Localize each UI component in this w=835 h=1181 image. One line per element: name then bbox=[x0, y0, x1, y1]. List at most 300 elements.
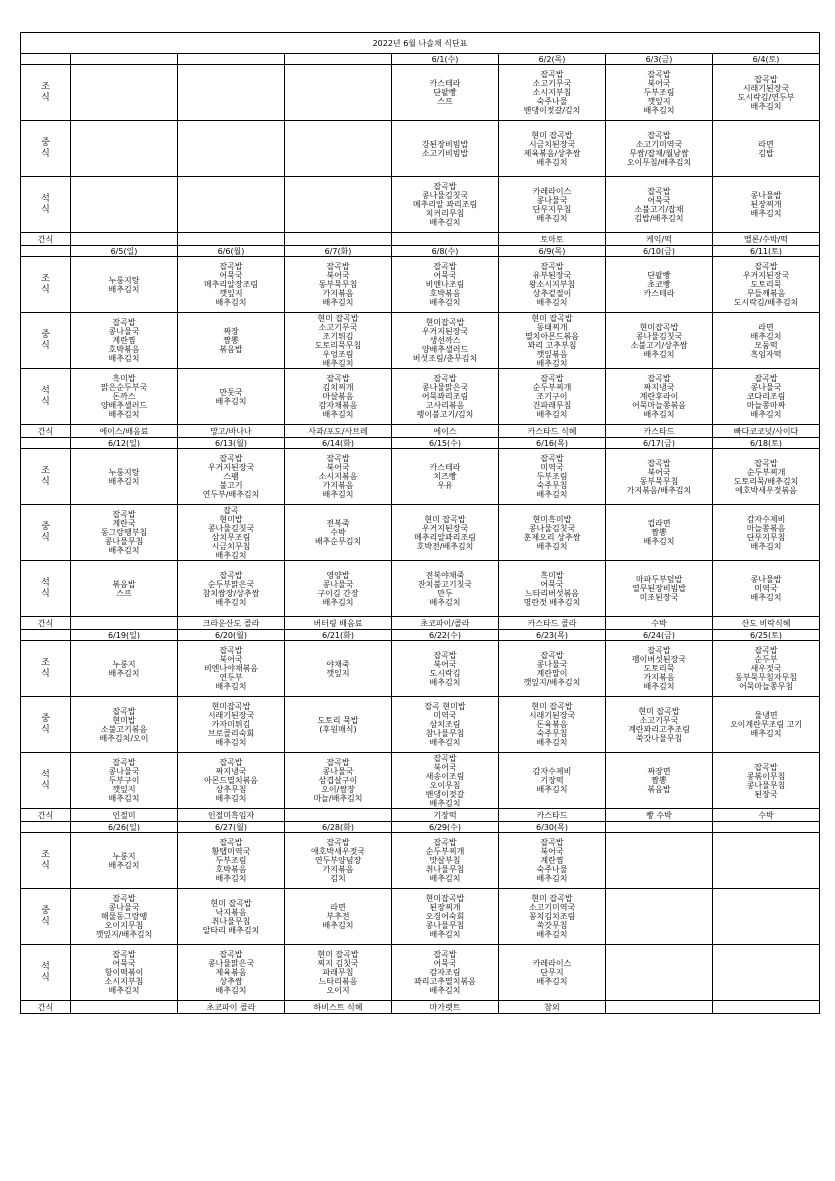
dish-item: 된장찌개 bbox=[750, 200, 782, 209]
dish-item: 팽이불고기/김치 bbox=[416, 410, 474, 419]
dish-item: 두부조림 bbox=[536, 472, 568, 481]
date-row bbox=[21, 438, 820, 449]
dinner-row bbox=[21, 945, 820, 1001]
breakfast-label-text: 조식 bbox=[41, 849, 50, 871]
dish-item: 잡곡밥 bbox=[219, 570, 243, 580]
dish-item: 어묵꽈리조림 bbox=[421, 392, 469, 401]
lunch-label-text: 중식 bbox=[41, 137, 50, 159]
dish-item: 숙주나물 bbox=[536, 97, 568, 106]
breakfast-label-text: 조식 bbox=[41, 465, 50, 487]
snack-row bbox=[21, 425, 820, 438]
dish-item: 감자채볶음 bbox=[318, 401, 358, 410]
dish-item: 황탭미역국 bbox=[211, 847, 251, 856]
dish-item: 콩나물국 bbox=[536, 659, 568, 669]
dish-item: 계란후라이 bbox=[639, 392, 679, 401]
dish-item: 순두부맑은국 bbox=[207, 579, 255, 589]
dish-item: 배추김치 bbox=[429, 218, 461, 227]
dish-item: 카스테라 bbox=[429, 463, 461, 472]
dish-item: 잡곡밥 bbox=[540, 838, 564, 847]
dish-item: 잡곡밥 bbox=[647, 130, 671, 140]
breakfast-row bbox=[21, 257, 820, 313]
date-cell: 6/4(토) bbox=[713, 54, 820, 65]
dish-item: 물냉면 bbox=[754, 711, 778, 720]
menu-cell bbox=[499, 889, 606, 945]
date-cell: 6/25(토) bbox=[713, 630, 820, 641]
breakfast-label bbox=[21, 833, 71, 889]
dish-item: 잡곡밥 bbox=[754, 762, 778, 772]
dish-item: 가지볶음 bbox=[643, 673, 675, 682]
dish-item: 잡곡밥 bbox=[433, 650, 457, 660]
dish-item: 현미밥 bbox=[219, 514, 243, 524]
date-cell: 6/6(월) bbox=[178, 246, 285, 257]
menu-cell bbox=[499, 65, 606, 121]
dish-item: 현미잡곡밥 bbox=[425, 318, 465, 327]
dish-item: 미조된장국 bbox=[639, 593, 679, 602]
dish-item: 우거지된장국 bbox=[207, 463, 255, 472]
snack-cell: 참외 bbox=[499, 1001, 606, 1014]
dish-item: 메추리알 꽈리조림 bbox=[412, 200, 478, 209]
dish-item: 메추리알꽈리조림 bbox=[414, 532, 476, 542]
snack-cell bbox=[285, 809, 392, 822]
dish-item: 배추김치 bbox=[536, 874, 568, 883]
dish-item: 삼겹살구이 bbox=[318, 776, 358, 785]
dish-item: 잔치불고기칫국 bbox=[417, 579, 473, 589]
menu-cell bbox=[285, 753, 392, 809]
dish-item: 연두부 bbox=[219, 673, 243, 682]
menu-cell bbox=[178, 369, 285, 425]
dish-item: 도시락김 bbox=[429, 668, 461, 678]
menu-cell bbox=[71, 561, 178, 617]
dish-item: 배추순무김치 bbox=[314, 537, 362, 546]
dish-item: 단무지무침 bbox=[532, 204, 572, 214]
dish-item: 잡곡밥 bbox=[540, 374, 564, 383]
dish-item: 취나물무침 bbox=[211, 916, 251, 926]
menu-cell bbox=[713, 945, 820, 1001]
menu-cell bbox=[285, 369, 392, 425]
dish-item: 콩나물국 bbox=[322, 767, 354, 776]
dish-item: 소고기무국 bbox=[639, 715, 679, 725]
date-row bbox=[21, 54, 820, 65]
menu-cell bbox=[713, 561, 820, 617]
menu-cell bbox=[499, 833, 606, 889]
dish-item: 무쌈/잡채/월남쌈 bbox=[629, 148, 689, 158]
dish-item: 짜지냉국 bbox=[643, 383, 675, 392]
dish-item: 잡곡밥 bbox=[112, 318, 136, 327]
breakfast-label bbox=[21, 65, 71, 121]
dish-item: 배추김치 bbox=[108, 794, 140, 803]
menu-cell bbox=[178, 449, 285, 505]
dish-item: 김치찌개 bbox=[322, 383, 354, 392]
dish-item: 동부묵무침자무침 bbox=[735, 673, 797, 682]
dish-item: 소불고기/상추쌈 bbox=[630, 340, 688, 350]
dish-item: 잡곡밥 bbox=[112, 510, 136, 519]
date-cell: 6/13(월) bbox=[178, 438, 285, 449]
dish-item: 부추전 bbox=[326, 912, 350, 921]
menu-cell bbox=[71, 257, 178, 313]
dinner-row bbox=[21, 753, 820, 809]
snack-cell: 에이스 bbox=[392, 425, 499, 438]
dish-item: 애호박새우젓국 bbox=[310, 847, 366, 856]
dish-item: 호박볶음 bbox=[108, 345, 140, 354]
menu-cell bbox=[178, 313, 285, 369]
dish-item: 새우젓국 bbox=[750, 664, 782, 673]
date-cell: 6/10(금) bbox=[606, 246, 713, 257]
dish-item: 배추김치 bbox=[536, 490, 568, 499]
menu-cell bbox=[71, 833, 178, 889]
dish-item: 현미 잡곡밥 bbox=[531, 130, 573, 140]
date-corner-cell bbox=[21, 822, 71, 833]
dish-item: 꽈리 고추부침 bbox=[527, 340, 577, 350]
dish-item: 잡곡밥 bbox=[219, 454, 243, 463]
dish-item: 무들깨볶음 bbox=[746, 289, 786, 298]
dish-item: 참나물무침 bbox=[425, 729, 465, 738]
snack-cell: 케익/떡 bbox=[606, 233, 713, 246]
dish-item: 콩나물국 bbox=[536, 195, 568, 205]
dish-item: 배추김치 bbox=[215, 738, 247, 747]
menu-cell bbox=[713, 313, 820, 369]
dish-item: 도토리묵무침 bbox=[314, 340, 362, 350]
menu-cell bbox=[71, 505, 178, 561]
snack-cell: 하비스트 식혜 bbox=[285, 1001, 392, 1014]
dish-item: 배추김치 bbox=[322, 921, 354, 930]
dish-item: 오징어숙회 bbox=[425, 912, 465, 921]
dish-item: 어묵국 bbox=[647, 195, 671, 205]
dish-item: 잡곡밥 bbox=[219, 838, 243, 847]
dish-item: 잡곡 bbox=[223, 505, 239, 515]
dish-item: 오이계란무조림 고기 bbox=[729, 720, 803, 729]
dish-item: 새송이조림 bbox=[425, 771, 465, 781]
menu-cell bbox=[606, 257, 713, 313]
dish-item: 상추무침 bbox=[215, 785, 247, 794]
dish-item: 배추김치 bbox=[108, 986, 140, 995]
menu-cell bbox=[285, 945, 392, 1001]
dish-item: 시금치무침 bbox=[211, 541, 251, 551]
breakfast-row bbox=[21, 641, 820, 697]
dinner-row bbox=[21, 369, 820, 425]
dish-item: 현미잡곡밥 bbox=[425, 894, 465, 903]
dish-item: 미역국 bbox=[433, 711, 457, 720]
lunch-label-text: 중식 bbox=[41, 329, 50, 351]
dish-item: 배추김치 bbox=[643, 106, 675, 115]
dish-item: 호박전/배추김치 bbox=[416, 541, 474, 551]
breakfast-row bbox=[21, 449, 820, 505]
dish-item: 라면 bbox=[330, 903, 346, 912]
dish-item: 파래무침 bbox=[322, 968, 354, 977]
menu-cell bbox=[606, 505, 713, 561]
menu-cell bbox=[499, 121, 606, 177]
dish-item: 잡곡밥 bbox=[540, 70, 564, 79]
dish-item: 순두부찌개 bbox=[425, 847, 465, 856]
dinner-label-text: 석식 bbox=[41, 769, 50, 791]
dish-item: 밴댕이젓갈/김치 bbox=[523, 106, 581, 115]
dish-item: 라면 bbox=[758, 139, 774, 149]
snack-cell bbox=[71, 1001, 178, 1014]
dish-item: 우엉조림 bbox=[322, 349, 354, 359]
dish-item: 상추쌈 bbox=[219, 977, 243, 986]
dish-item: 콩나물김칫국 bbox=[635, 331, 683, 341]
dish-item: 북어국 bbox=[326, 271, 350, 280]
snack-cell: 버터링 배음료 bbox=[285, 617, 392, 630]
dish-item: 누룽지탕 bbox=[108, 467, 140, 477]
menu-cell bbox=[285, 505, 392, 561]
snack-cell bbox=[71, 233, 178, 246]
dish-item: 마늘쫑마짜 bbox=[746, 401, 786, 410]
menu-cell bbox=[71, 369, 178, 425]
dish-item: 불고기 bbox=[219, 481, 243, 490]
dish-item: 잡곡밥 bbox=[219, 646, 243, 655]
dish-item: 우거지된장국 bbox=[421, 327, 469, 336]
dish-item: 비엔나야채볶음 bbox=[203, 664, 259, 673]
menu-cell bbox=[392, 121, 499, 177]
dish-item: 건파래무침 bbox=[532, 401, 572, 410]
dish-item: 잡곡밥 bbox=[754, 646, 778, 655]
dish-item: 잡곡밥 bbox=[326, 262, 350, 271]
dish-item: 숙주무침 bbox=[536, 729, 568, 738]
dish-item: 야채죽 bbox=[326, 659, 350, 669]
date-cell bbox=[606, 822, 713, 833]
dish-item: 배추김치 bbox=[215, 298, 247, 307]
dish-item: 메추리알장조림 bbox=[203, 280, 259, 289]
dinner-row bbox=[21, 177, 820, 233]
menu-cell bbox=[499, 753, 606, 809]
menu-cell bbox=[713, 753, 820, 809]
dish-item: 잡곡밥 bbox=[647, 70, 671, 79]
snack-cell bbox=[71, 617, 178, 630]
dish-item: 오이지무침 bbox=[104, 921, 144, 930]
dish-item: 콩나물무침 bbox=[425, 921, 465, 930]
dish-item: 짜지냉국 bbox=[215, 767, 247, 776]
dish-item: 콩볶이무침 bbox=[746, 771, 786, 781]
dish-item: 치즈빵 bbox=[433, 472, 457, 481]
menu-cell bbox=[713, 889, 820, 945]
dish-item: 배추김치 bbox=[108, 410, 140, 419]
dish-item: 제육볶음 bbox=[215, 968, 247, 977]
menu-cell bbox=[392, 561, 499, 617]
dish-item: 현미밥 bbox=[112, 715, 136, 725]
dish-item: 잡곡밥 bbox=[112, 950, 136, 959]
snack-cell: 에이스/배음료 bbox=[71, 425, 178, 438]
dish-item: 짬뽕 bbox=[651, 528, 667, 537]
dish-item: 콩나물무침 bbox=[104, 537, 144, 546]
dish-item: 잡곡밥 bbox=[326, 838, 350, 847]
dish-item: 쑥갓무침 bbox=[536, 921, 568, 930]
dish-item: 배추김치 bbox=[108, 476, 140, 486]
dish-item: 어묵마늘쫑무침 bbox=[738, 682, 794, 691]
dish-item: 배추김치 bbox=[536, 298, 568, 307]
lunch-label-text: 중식 bbox=[41, 713, 50, 735]
dish-item: 스프 bbox=[116, 588, 132, 598]
lunch-label bbox=[21, 697, 71, 753]
title-row bbox=[21, 33, 820, 54]
dish-item: 볶음밥 bbox=[647, 785, 671, 794]
dish-item: 북어국 bbox=[219, 655, 243, 664]
date-cell: 6/15(수) bbox=[392, 438, 499, 449]
dish-item: 연두부양념장 bbox=[314, 856, 362, 865]
dish-item: 구이김 간장 bbox=[317, 588, 359, 598]
dish-item: 계란국 bbox=[112, 519, 136, 528]
dish-item: 잡곡밥 bbox=[219, 262, 243, 271]
dish-item: 잡곡밥 bbox=[754, 458, 778, 468]
dish-item: 콩나물국 bbox=[322, 579, 354, 589]
lunch-row bbox=[21, 889, 820, 945]
menu-cell bbox=[178, 65, 285, 121]
dish-item: 마늘/배추김치 bbox=[313, 794, 363, 803]
date-cell: 6/20(월) bbox=[178, 630, 285, 641]
dish-item: 영양밥 bbox=[326, 570, 350, 580]
dish-item: 만두 bbox=[437, 588, 453, 598]
dish-item: 도토리 묵밥 bbox=[317, 715, 359, 725]
dish-item: 배추김치 bbox=[643, 349, 675, 359]
dish-item: 양배추샐러드 bbox=[100, 401, 148, 410]
dish-item: 잡곡밥 bbox=[754, 262, 778, 271]
dish-item: 잡곡밥 bbox=[754, 374, 778, 383]
dinner-label bbox=[21, 753, 71, 809]
dish-item: 컵라면 bbox=[647, 519, 671, 528]
dish-item: 전복야채죽 bbox=[425, 570, 465, 580]
dish-item: 배추김치 bbox=[536, 738, 568, 747]
dish-item: 배추김치 bbox=[750, 209, 782, 218]
snack-cell: 기장떡 bbox=[392, 809, 499, 822]
dish-item: 꽈리고추멸치볶음 bbox=[414, 977, 476, 986]
snack-cell bbox=[713, 1001, 820, 1014]
menu-cell bbox=[285, 641, 392, 697]
snack-cell: 카스타드 bbox=[606, 425, 713, 438]
menu-cell bbox=[606, 313, 713, 369]
menu-cell bbox=[606, 641, 713, 697]
dish-item: (후원매식) bbox=[319, 724, 357, 734]
menu-cell bbox=[178, 257, 285, 313]
menu-cell bbox=[71, 177, 178, 233]
snack-cell: 마가렛트 bbox=[392, 1001, 499, 1014]
dish-item: 배추김치 bbox=[750, 541, 782, 551]
dish-item: 잡곡밥 bbox=[754, 74, 778, 84]
date-cell: 6/30(목) bbox=[499, 822, 606, 833]
dish-item: 현미 잡곡밥 bbox=[638, 706, 680, 716]
dish-item: 배추김치 bbox=[215, 794, 247, 803]
breakfast-row bbox=[21, 65, 820, 121]
dish-item: 배추김치 bbox=[429, 597, 461, 607]
dish-item: 배추김치 bbox=[429, 738, 461, 747]
dish-item: 조기구이 bbox=[536, 392, 568, 401]
date-corner-cell bbox=[21, 438, 71, 449]
dish-item: 해물동그랑땡 bbox=[100, 912, 148, 921]
date-cell bbox=[285, 54, 392, 65]
dish-item: 배추김치 bbox=[215, 597, 247, 607]
dish-item: 항이뗙볶이 bbox=[104, 968, 144, 977]
date-corner-cell bbox=[21, 246, 71, 257]
menu-cell bbox=[606, 697, 713, 753]
breakfast-label-text: 조식 bbox=[41, 657, 50, 679]
dish-item: 아몬드멸치볶음 bbox=[203, 776, 259, 785]
date-cell: 6/24(금) bbox=[606, 630, 713, 641]
dish-item: 단무지무침 bbox=[746, 532, 786, 542]
date-row bbox=[21, 822, 820, 833]
menu-cell bbox=[285, 561, 392, 617]
dish-item: 현미흑미밥 bbox=[532, 514, 572, 524]
dish-item: 북어국 bbox=[647, 467, 671, 477]
dish-item: 배추김치 bbox=[750, 729, 782, 738]
menu-cell bbox=[285, 313, 392, 369]
menu-cell bbox=[71, 945, 178, 1001]
dish-item: 카레라이스 bbox=[532, 959, 572, 968]
menu-cell bbox=[499, 505, 606, 561]
dish-item: 연두부/배추김치 bbox=[202, 490, 260, 499]
dish-item: 현미 잡곡밥 bbox=[317, 950, 359, 959]
dish-item: 버섯조림/춘무김치 bbox=[412, 354, 478, 363]
menu-cell bbox=[606, 449, 713, 505]
dish-item: 잡곡밥 bbox=[540, 650, 564, 660]
dish-item: 오이무침 bbox=[429, 780, 461, 790]
dish-item: 콩나물밥 bbox=[750, 191, 782, 200]
dish-item: 도시락김/배추김치 bbox=[733, 298, 799, 307]
dish-item: 낙지볶음 bbox=[215, 907, 247, 917]
date-cell bbox=[713, 822, 820, 833]
dish-item: 배추김치 bbox=[108, 354, 140, 363]
dish-item: 기장떡 bbox=[540, 776, 564, 785]
snack-cell: 빵 수박 bbox=[606, 809, 713, 822]
menu-cell bbox=[285, 889, 392, 945]
snack-cell bbox=[285, 233, 392, 246]
dish-item: 배추김치 bbox=[429, 930, 461, 939]
dish-item: 배추김치 bbox=[536, 541, 568, 551]
snack-cell: 망고/바나나 bbox=[178, 425, 285, 438]
menu-cell bbox=[392, 945, 499, 1001]
dish-item: 현미 잡곡밥 bbox=[531, 313, 573, 323]
snack-cell: 수박 bbox=[606, 617, 713, 630]
lunch-label bbox=[21, 505, 71, 561]
dish-item: 소시지부침 bbox=[532, 88, 572, 97]
menu-cell bbox=[71, 449, 178, 505]
dish-item: 북어국 bbox=[647, 79, 671, 88]
date-cell bbox=[178, 54, 285, 65]
dish-item: 동부묵무침 bbox=[318, 280, 358, 289]
dish-item: 깻잎지/배추김치 bbox=[95, 930, 153, 939]
breakfast-label bbox=[21, 641, 71, 697]
menu-cell bbox=[285, 177, 392, 233]
dish-item: 제육볶음/상추쌈 bbox=[523, 148, 581, 158]
dinner-label-text: 석식 bbox=[41, 193, 50, 215]
dish-item: 어묵국 bbox=[433, 271, 457, 280]
dish-item: 수박 bbox=[330, 528, 346, 537]
dish-item: 단팥빵 bbox=[433, 88, 457, 97]
breakfast-label-text: 조식 bbox=[41, 273, 50, 295]
menu-cell bbox=[713, 505, 820, 561]
dish-item: 애호박새우젓볶음 bbox=[735, 485, 797, 495]
dish-item: 감자수제비 bbox=[532, 767, 572, 776]
dish-item: 만둣국 bbox=[219, 387, 243, 397]
menu-cell bbox=[606, 177, 713, 233]
dish-item: 훈제오리 상추쌈 bbox=[523, 532, 581, 542]
breakfast-label-text: 조식 bbox=[41, 81, 50, 103]
snack-cell: 초코파이/콜라 bbox=[392, 617, 499, 630]
menu-cell bbox=[499, 641, 606, 697]
snack-label: 간식 bbox=[21, 425, 71, 438]
meal-plan-table bbox=[20, 32, 820, 1014]
dinner-label-text: 석식 bbox=[41, 577, 50, 599]
menu-cell bbox=[606, 65, 713, 121]
menu-cell bbox=[499, 313, 606, 369]
dish-item: 잡곡밥 bbox=[326, 454, 350, 463]
dish-item: 열무된장비빔밥 bbox=[631, 584, 687, 593]
dish-item: 배추김치 bbox=[429, 874, 461, 883]
dish-item: 현미 잡곡밥 bbox=[317, 313, 359, 323]
menu-cell bbox=[178, 177, 285, 233]
dish-item: 배추김치 bbox=[215, 550, 247, 560]
dish-item: 어묵국 bbox=[433, 959, 457, 968]
dish-item: 순두부찌개 bbox=[746, 467, 786, 477]
dish-item: 잡곡밥 bbox=[433, 262, 457, 271]
dish-item: 콩나물국 bbox=[108, 767, 140, 776]
